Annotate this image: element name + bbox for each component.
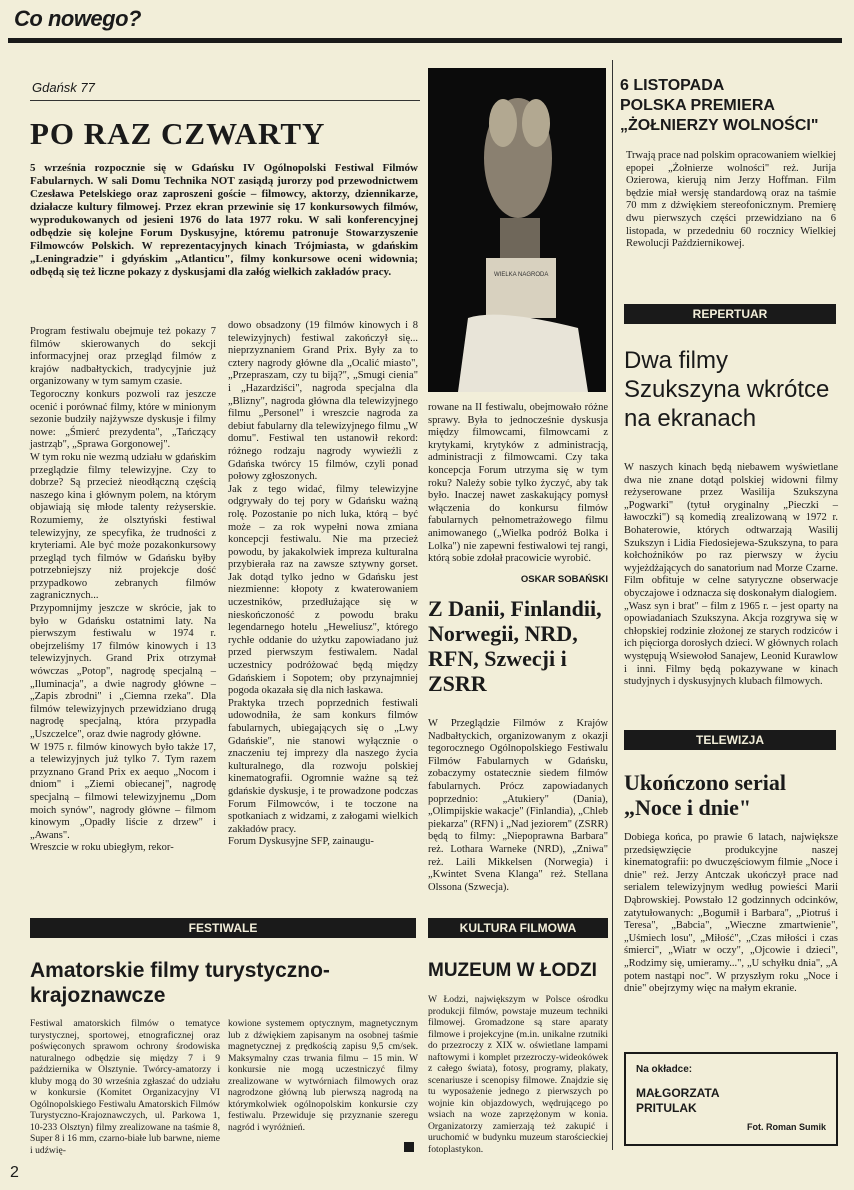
- cover-label: Na okładce:: [636, 1064, 693, 1075]
- cover-name: [636, 1086, 720, 1116]
- repertuar-title: Dwa filmy Szukszyna wkrótce na ekranach: [624, 347, 830, 432]
- section-title: Co nowego?: [14, 6, 141, 31]
- telewizja-banner: TELEWIZJA: [624, 730, 836, 750]
- repertuar-body: W naszych kinach będą niebawem wyświetlane dwa nie znane dotąd polskiej widowni filmy reżyserowane przez Wasilija Szukszyna „Pogwarki" (tytuł oryginalny „Pieczki – ławoczki") są komedią zrealizowaną w 1972 r. Bohaterowie, których odtwarzają Wasilij Szukszyn i Lidia Fiedosiejewa-Szukszyna, to para kołchoźników po raz pierwszy w życiu wyjeżdżających do sanatorium nad Morze Czarne. Film obfituje w celne satyryczne obserwacje obyczajowe i odznacza się doskonałym dialogiem. „Wasz syn i brat" – film z 1965 r. – jest oparty na opowiadaniach Szukszyna. Akcja rozgrywa się w chłopskiej rodzinie złożonej ze starych rodziców i ich pięciorga dorosłych dzieci. W głównych rolach występują Wsiewołod Sanajew, Leonid Kurawlow i inni. Filmy będą pokazywane w kinach studyjnych i dyskusyjnych klubach filmowych.: [624, 462, 838, 688]
- festiwale-body-col-2: kowione systemem optycznym, magnetycznym lub z dźwiękiem zapisanym na osobnej taśmie magnetycznej z prędkością zapisu 9,5 cm/sek. Maksymalny czas trwania filmu – 15 min. W konkursie nie mogą uczestniczyć filmy zrealizowane w wytwórniach filmowych oraz nagrodzone główną lub pierwszą nagrodą na którymkolwiek ogólnopolskim konkursie czy festiwalu. Przewiduje się przyznanie szeregu nagród i wyróżnień.: [228, 1018, 418, 1133]
- repertuar-banner: REPERTUAR: [624, 304, 836, 324]
- telewizja-body: Dobiega końca, po prawie 6 latach, największe przedsięwzięcie produkcyjne naszej kinematografii: po dwuczęściowym filmie „Noce i dnie" reż. Jerzy Antczak ukończył prace nad serialem telewizyjnym według powieści Marii Dąbrowskiej. Powstało 12 godzinnych odcinków, zatytułowanych: „Bogumił i Barbara", „Piotruś i Teresa", „Babcia", „Wieczne zmartwienie", „Uśmiech losu", „Miłość", „Czas miłości i czas śmierci", „Wiatr w oczy", „Ojcowie i dzieci", „Rodzimy się, umieramy...", „U schyłku dnia", „A potem nastąpi noc". W przyszłym roku „Noce i dnie" obejrzymy więc na małym ekranie.: [624, 832, 838, 995]
- page-number: 2: [10, 1164, 19, 1181]
- article-column-2: dowo obsadzony (19 filmów kinowych i 8 telewizyjnych) festiwal zakończył się... nieprzyznaniem Grand Prix. Były za to cztery nagrody główne dla „Ocalić miasto", „Przepraszam, czy tu biją?", „Smugi cienia" i „Hazardziści", nagroda specjalna dla „Blizny", nagroda główna dla telewizyjnego filmu „Personel" i wreszcie nagroda za debiut fabularny dla telewizyjnego filmu „W domu". Festiwal ten ustanowił rekord: różnego rodzaju nagrody wywieźli z Gdańska twórcy 15 filmów, czyli ponad połowy zgłoszonych. Jak z tego widać, filmy telewizyjne odgrywały do tej pory w Gdańsku ważną rolę. Pozostanie po nich luka, którą – być może – za rok wypełni nowa zmiana koncepcji festiwalu. Nie ma przecież powodu, by jakakolwiek impreza kulturalna przybierała raz na zawsze sztywny gorset. Jak dotąd tylko jedno w Gdańsku jest niezmienne: kłopoty z kwaterowaniem uczestników, przedłużające się w nieskończoność z powodu braku legendarnego hotelu „Heweliusz", którego rychłe oddanie do użytku zapowiadano już przed pierwszym festiwalem. Nadal uczestnicy podróżować będą między Gdańskiem i Sopotem; oby przynajmniej pogoda okazała się dla nich łaskawa. Praktyka trzech poprzednich festiwali udowodniła, że sam konkurs filmów fabularnych, ubiegających się o „Lwy Gdańskie", nie stanowi wyłącznie o znaczeniu tej imprezy dla naszego życia kulturalnego, dla rozwoju polskiej kinematografii. Ogromnie ważne są też gdańskie dyskusje, i te prowadzone podczas Forum Filmowców, i te toczone na spotkaniach z widzami, z załogami wielkich zakładów pracy. Forum Dyskusyjne SFP, zainaugu-: [228, 320, 418, 848]
- premiere-title-line-1: 6 LISTOPADA: [620, 77, 725, 94]
- article-title: PO RAZ CZWARTY: [30, 116, 326, 151]
- premiere-title: [620, 76, 840, 136]
- festiwale-body-col-1: Festiwal amatorskich filmów o tematyce turystycznej, sportowej, etnograficznej oraz poświęconych sprawom ochrony środowiska naturalnego odbędzie się między 7 i 9 października w Olsztynie. Twórcy-amatorzy i kluby mogą do 30 września zgłaszać do udziału w konkursie (Komitet Organizacyjny VI Ogólnopolskiego Festiwalu Amatorskich Filmów Turystyczno-Krajoznawczych, ul. Parkowa 1, 10-233 Olsztyn) filmy zrealizowane na taśmie 8, Super 8 i 16 mm, czarno-białe lub barwne, nieme i udźwię-: [30, 1018, 220, 1156]
- header-rule: [8, 38, 842, 43]
- kultura-banner: KULTURA FILMOWA: [428, 918, 608, 938]
- trophy-photo: [428, 68, 606, 392]
- article-column-1: Program festiwalu obejmuje też pokazy 7 filmów skierowanych do sekcji informacyjnej oraz przegląd filmów z krajów nadbałtyckich, tradycyjnie już organizowany w tym samym czasie. Tegoroczny konkurs pozwoli raz jeszcze ocenić i porównać filmy, które w minionym sezonie budziły najżywsze dyskusje i filmy nowe: „Śmierć prezydenta", „Tańczący jastrząb", „Sprawa Gorgonowej". W tym roku nie wezmą udziału w gdańskim przeglądzie filmy telewizyjne. Czy to dobrze? Są przecież nieodłączną częścią naszego kina i głównym polem, na którym objawiają się młode talenty reżyserskie. Rozumiemy, że olsztyński festiwal telewizyjny, ze specyfika, że trudności z kryteriami. Ale być może pozakonkursowy przegląd tych filmów w Gdańsku byłby potrzebniejszy niż projekcje dość przypadkowo zebranych filmów zagranicznych... Przypomnijmy jeszcze w skrócie, jak to było w Gdańsku ostatnimi laty. Na pierwszym festiwalu w 1974 r. obejrzeliśmy 17 filmów kinowych i 13 telewizyjnych. Grand Prix otrzymał wówczas „Potop", nagrodę specjalną – „Iluminacja", a dwie nagrody główne – „Zapis zbrodni" i „Ciemna rzeka". Dla filmów telewizyjnych przewidziano drugą nagrodę specjalną, która przypadła „Uszczelce", oraz dwie nagrody główne. W 1975 r. filmów kinowych było także 17, a telewizyjnych już tylko 7. Tym razem przyznano Grand Prix ex aequo „Nocom i dniom" i „Ziemi obiecanej", nagrodę specjalną – filmowi telewizyjnemu „Dom moich synów", nagrody główne – filmom kinowym „Opadły liście z drzew" i „Awans". Wreszcie w roku ubiegłym, rekor-: [30, 326, 216, 854]
- premiere-body: Trwają prace nad polskim opracowaniem wielkiej epopei „Żołnierze wolności" reż. Jurija Ozierowa, kierują nim Jerzy Hoffman. Film będzie miał wersję standardową oraz na taśmie 70 mm z dźwiękiem stereofonicznym. Premierę dwu pierwszych części przewidziano na 6 listopada, w przededniu 60 rocznicy Wielkiej Rewolucji Październikowej.: [626, 150, 836, 250]
- kultura-body: W Łodzi, największym w Polsce ośrodku produkcji filmów, powstaje muzeum techniki filmowej. Gromadzone są stare aparaty filmowe i projekcyjne (m.in. unikalne rzutniki do przezroczy z XIX w. oświetlane lampami naftowymi i komplet przezroczy-wideokówek z całego świata), fotosy, programy, plakaty, scenariusze i scenopisy filmowe. Znajdzie się tu wyposażenie jednego z pierwszych po wojnie kin objazdowych, wędrującego po wsiach na woze zaprzężonym w konia. Organizatorzy zamierzają też zakupić i uruchomić w budynku muzeum starościeckiej fotoplastykon.: [428, 994, 608, 1155]
- premiere-title-line-2: POLSKA PREMIERA: [620, 97, 775, 114]
- telewizja-title: Ukończono serial „Noce i dnie": [624, 770, 786, 820]
- end-mark: [404, 1142, 414, 1152]
- cover-name-line-2: PRITULAK: [636, 1101, 697, 1115]
- premiere-title-line-3: „ŻOŁNIERZY WOLNOŚCI": [620, 117, 819, 134]
- cover-name-line-1: MAŁGORZATA: [636, 1086, 720, 1100]
- trophy-plate-text: WIELKA NAGRODA: [494, 272, 549, 278]
- article-column-3: rowane na II festiwalu, obejmowało różne sprawy. Była to jednocześnie dyskusja między filmowcami, filmowcami z krytykami, krytyków z administracją, administracji z filmowcami. Czy taka koncepcja Forum utrzyma się w tym roku? Należy sobie tylko życzyć, aby tak było. Inaczej nawet zaskakujący pomysł włączenia do konkursu filmów fabularnych pełnometrażowego filmu animowanego („Wielka podróż Bolka i Lolka") nie zapewni festiwalowi tej rangi, którą sobie zdołał pracowicie wyrobić.: [428, 402, 608, 565]
- baltic-article-body: W Przeglądzie Filmów z Krajów Nadbałtyckich, organizowanym z okazji tegorocznego Ogólnopolskiego Festiwalu Filmów Fabularnych w Gdańsku, zobaczymy ostatecznie siedem filmów fabularnych. Prócz zapowiadanych poprzednio: „Atukiery" (Dania), „Olimpijskie wakacje" (Finlandia), „Chleb piekarza" (RFN) i „Nad jeziorem" (ZSRR) będą to filmy: „Niepoprawna Barbara" reż. Lothara Warneke (NRD), „Zniwa" reż. Laili Mikkelsen (Norwegia) i „Kwintet Svena Klanga" reż. Stellana Olssona (Szwecja).: [428, 718, 608, 893]
- article-kicker: Gdańsk 77: [32, 80, 95, 95]
- baltic-article-title: Z Danii, Finlandii, Norwegii, NRD, RFN, Szwecji i ZSRR: [428, 596, 602, 696]
- article-author: OSKAR SOBAŃSKI: [520, 574, 608, 585]
- column-divider-right: [612, 60, 613, 1150]
- festiwale-banner: FESTIWALE: [30, 918, 416, 938]
- trophy-illustration: [428, 68, 606, 392]
- kultura-title: MUZEUM W ŁODZI: [428, 960, 597, 981]
- cover-photo-credit: Fot. Roman Sumik: [746, 1122, 826, 1132]
- article-lead: 5 września rozpocznie się w Gdańsku IV Ogólnopolski Festiwal Filmów Fabularnych. W sali Domu Technika NOT zasiądą jurorzy pod przewodnictwem Czesława Petelskiego oraz zaproszeni goście – filmowcy, aktorzy, dziennikarze, działacze kultury filmowej. Przez ekran przewinie się 17 konkursowych filmów, wyprodukowanych od jesieni 1976 do lata 1977 roku. W sali konferencyjnej odbędzie się kolejne Forum Dyskusyjne, któremu patronuje Stowarzyszenie Filmowców Polskich. W reprezentacyjnych kinach Trójmiasta, w gdańskim „Leningradzie" i gdyńskim „Atlanticu", filmy konkursowe oceni widownia; odbędą się też liczne pokazy z dyskusjami dla załóg wielkich zakładów pracy.: [30, 162, 418, 278]
- festiwale-title: Amatorskie filmy turystyczno-krajoznawcze: [30, 959, 330, 1007]
- cover-info-box: [624, 1052, 838, 1146]
- kicker-rule: [30, 100, 420, 101]
